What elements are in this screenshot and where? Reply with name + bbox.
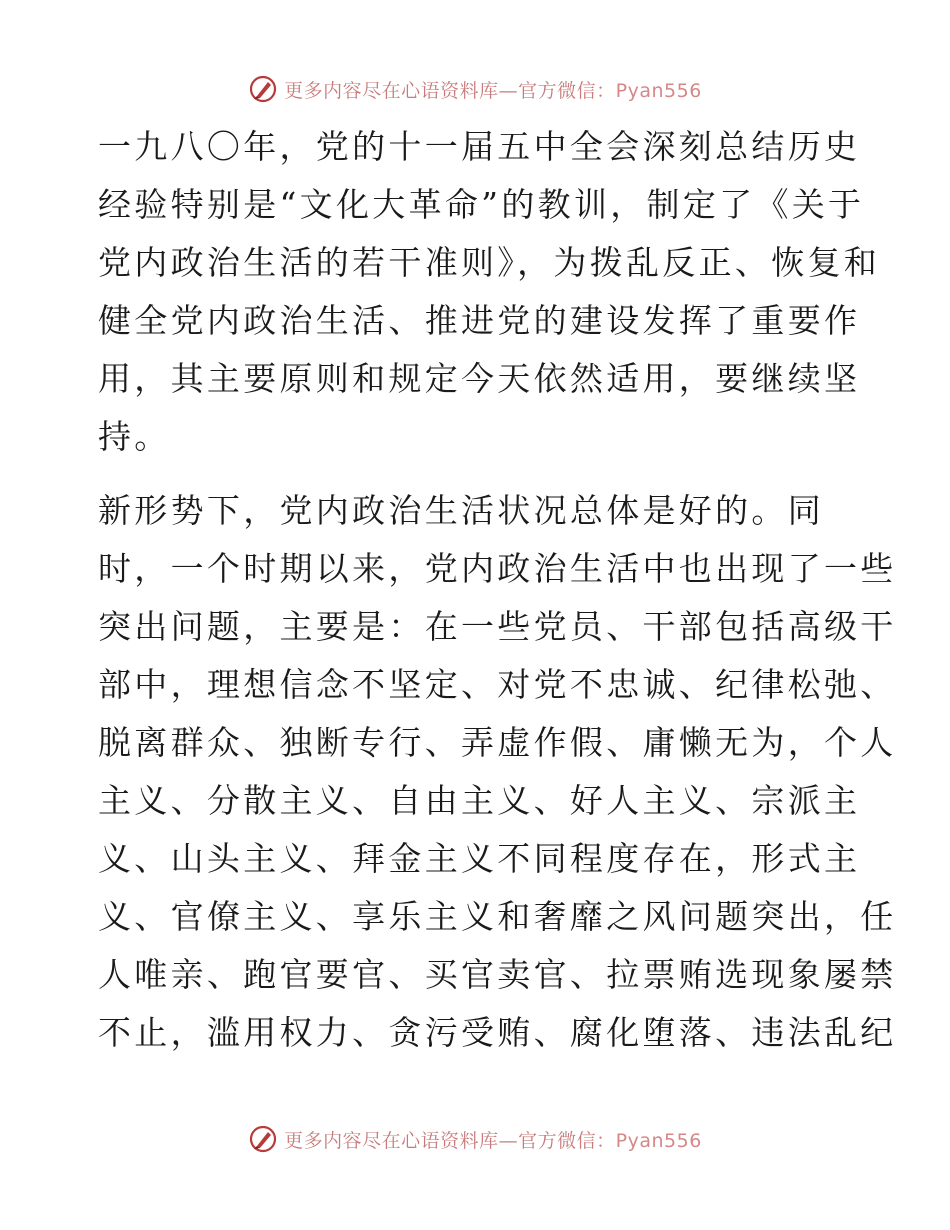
- watermark-handle: Pyan556: [615, 1129, 702, 1152]
- text-line: 义、官僚主义、享乐主义和奢靡之风问题突出，任: [98, 897, 897, 936]
- text-line: 一九八〇年，党的十一届五中全会深刻总结历史: [98, 127, 861, 166]
- text-line: 健全党内政治生活、推进党的建设发挥了重要作: [98, 301, 861, 340]
- watermark-prefix: 更多内容尽在心语资料库—官方微信：: [284, 79, 616, 102]
- watermark-handle: Pyan556: [615, 79, 702, 102]
- text-line: 人唯亲、跑官要官、买官卖官、拉票贿选现象屡禁: [98, 955, 897, 994]
- text-line: 义、山头主义、拜金主义不同程度存在，形式主: [98, 839, 861, 878]
- text-line: 突出问题，主要是：在一些党员、干部包括高级干: [98, 607, 897, 646]
- text-line: 经验特别是“文化大革命”的教训，制定了《关于: [98, 185, 865, 224]
- text-line: 部中，理想信念不坚定、对党不忠诚、纪律松弛、: [98, 665, 897, 704]
- text-line: 时，一个时期以来，党内政治生活中也出现了一些: [98, 549, 897, 588]
- document-body: [98, 118, 897, 1062]
- text-line: 党内政治生活的若干准则》，为拨乱反正、恢复和: [98, 243, 881, 282]
- header-watermark: [0, 72, 950, 106]
- watermark-text: [284, 1126, 702, 1153]
- text-line: 用，其主要原则和规定今天依然适用，要继续坚: [98, 359, 861, 398]
- watermark-text: [284, 76, 702, 103]
- text-line: 脱离群众、独断专行、弄虚作假、庸懒无为，个人: [98, 723, 897, 762]
- text-line: 主义、分散主义、自由主义、好人主义、宗派主: [98, 781, 861, 820]
- text-line: 不止，滥用权力、贪污受贿、腐化堕落、违法乱纪: [98, 1013, 897, 1052]
- watermark-prefix: 更多内容尽在心语资料库—官方微信：: [284, 1129, 616, 1152]
- footer-watermark: [0, 1122, 950, 1156]
- text-line: 持。: [98, 417, 171, 456]
- paragraph-1: [98, 118, 881, 466]
- quill-logo-icon: [248, 74, 278, 104]
- text-line: 新形势下，党内政治生活状况总体是好的。同: [98, 491, 824, 530]
- quill-logo-icon: [248, 1124, 278, 1154]
- paragraph-2: [98, 482, 897, 1062]
